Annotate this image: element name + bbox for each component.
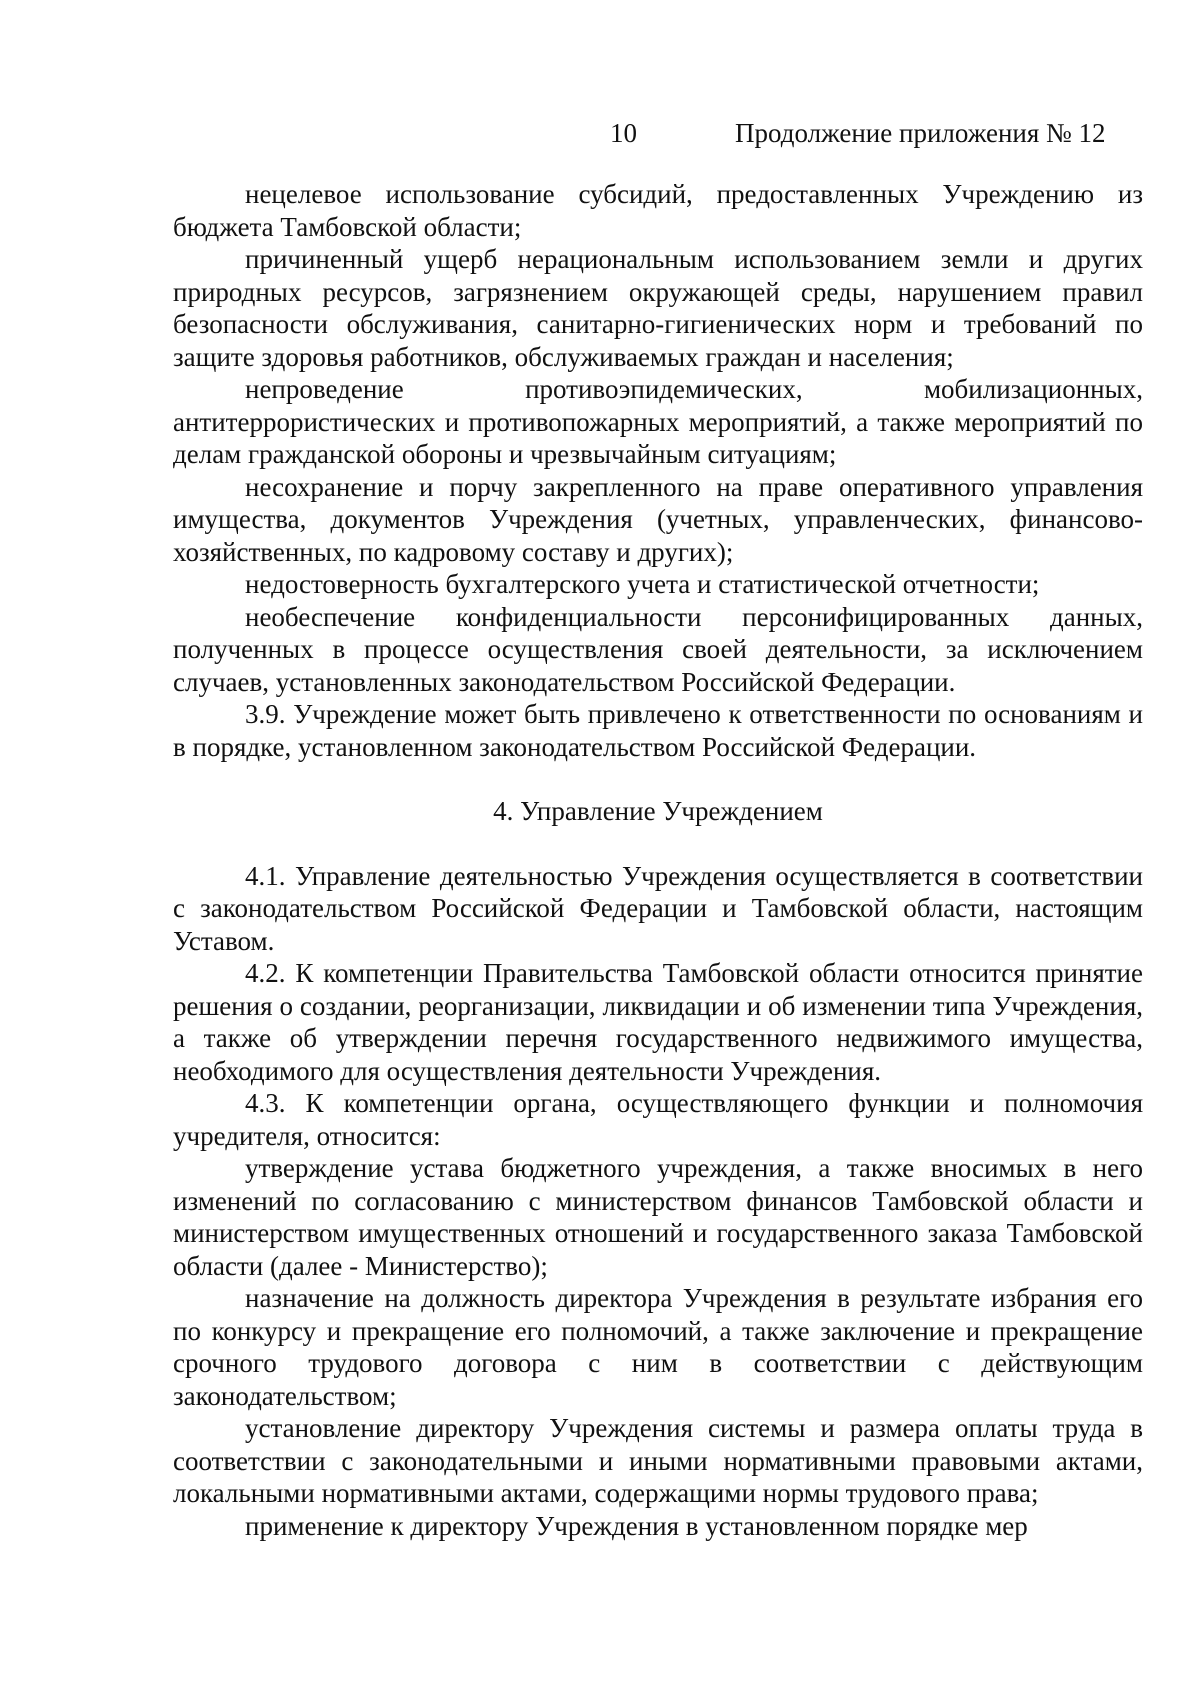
paragraph: установление директору Учреждения системы и размера оплаты труда в соответствии с законодательными и иными нормативными правовыми актами, локальными нормативными актами, содержащими нормы трудового права; <box>173 1413 1143 1508</box>
paragraph: недостоверность бухгалтерского учета и статистической отчетности; <box>245 569 1040 599</box>
paragraph: утверждение устава бюджетного учреждения, а также вносимых в него изменений по согласованию с министерством финансов Тамбовской области и министерством имущественных отношений и государственного заказа Тамбовской области (далее - Министерство); <box>173 1153 1143 1281</box>
paragraph: 4.1. Управление деятельностью Учреждения осуществляется в соответствии с законодательством Российской Федерации и Тамбовской области, настоящим Уставом. <box>173 860 1143 956</box>
paragraph: 3.9. Учреждение может быть привлечено к ответственности по основаниям и в порядке, установленном законодательством Российской Федерации. <box>173 699 1143 762</box>
paragraph: 4.2. К компетенции Правительства Тамбовской области относится принятие решения о создании, реорганизации, ликвидации и об изменении типа Учреждения, а также об утверждении перечня государственного недвижимого имущества, необходимого для осуществления деятельности Учреждения. <box>173 958 1143 1086</box>
paragraph: непроведение противоэпидемических, мобилизационных, антитеррористических и противопожарных мероприятий, а также мероприятий по делам гражданской обороны и чрезвычайным ситуациям; <box>173 374 1143 469</box>
paragraph: нецелевое использование субсидий, предоставленных Учреждению из бюджета Тамбовской области; <box>173 179 1143 242</box>
section-heading: 4. Управление Учреждением <box>493 796 823 826</box>
paragraph: применение к директору Учреждения в установленном порядке мер <box>245 1510 1028 1541</box>
paragraph: 4.3. К компетенции органа, осуществляющего функции и полномочия учредителя, относится: <box>173 1088 1143 1151</box>
paragraph: назначение на должность директора Учреждения в результате избрания его по конкурсу и прекращение его полномочий, а также заключение и прекращение срочного трудового договора с ним в соответствии с действующим законодательством; <box>173 1283 1143 1411</box>
page-number: 10 <box>610 118 637 148</box>
document-body <box>173 178 1143 1542</box>
paragraph: причиненный ущерб нерациональным использованием земли и других природных ресурсов, загрязнением окружающей среды, нарушением правил безопасности обслуживания, санитарно-гигиенических норм и требований по защите здоровья работников, обслуживаемых граждан и населения; <box>173 244 1143 372</box>
page-header <box>0 113 1200 153</box>
paragraph: необеспечение конфиденциальности персонифицированных данных, полученных в процессе осуществления своей деятельности, за исключением случаев, установленных законодательством Российской Федерации. <box>173 601 1143 697</box>
paragraph: несохранение и порчу закрепленного на праве оперативного управления имущества, документов Учреждения (учетных, управленческих, финансово-хозяйственных, по кадровому составу и других); <box>173 471 1143 567</box>
appendix-continuation-note: Продолжение приложения № 12 <box>735 118 1106 148</box>
